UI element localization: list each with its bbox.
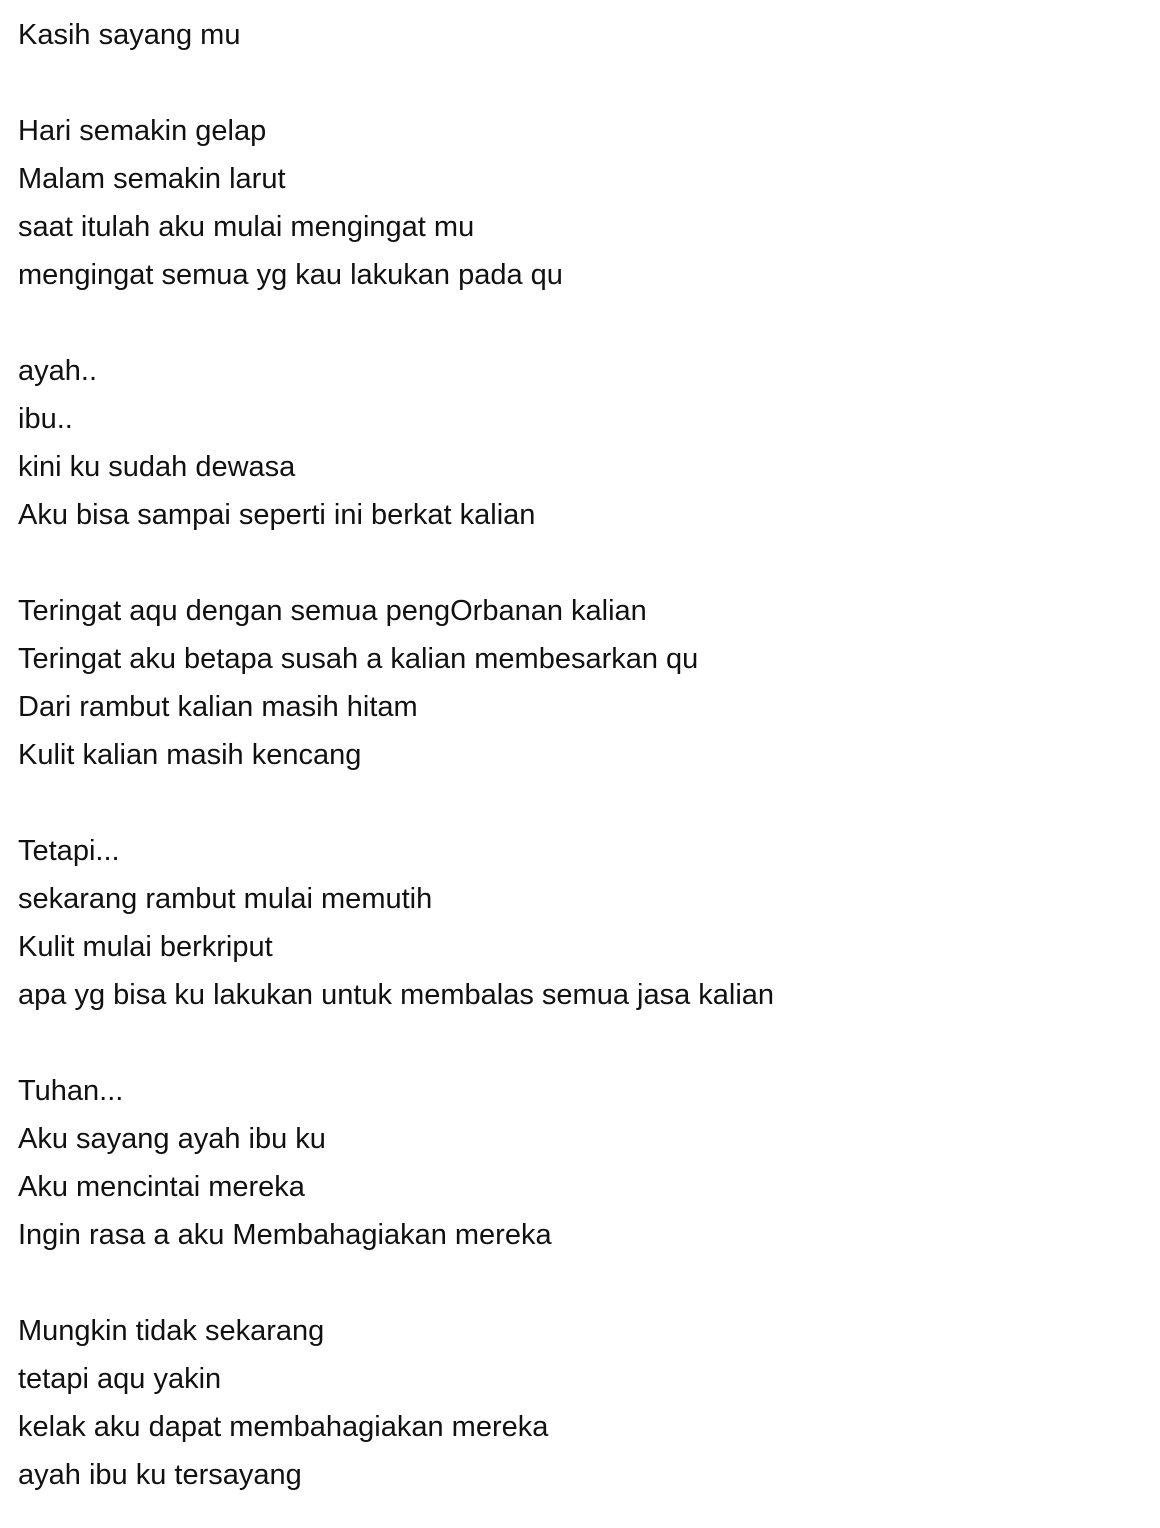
poem-line: Kulit mulai berkriput xyxy=(18,931,273,963)
poem-line: Aku mencintai mereka xyxy=(18,1171,305,1203)
poem-line: mengingat semua yg kau lakukan pada qu xyxy=(18,259,563,291)
poem-line: Tuhan... xyxy=(18,1075,124,1107)
poem-line: kini ku sudah dewasa xyxy=(18,451,296,483)
poem-line: Teringat aku betapa susah a kalian membesarkan qu xyxy=(18,643,699,675)
poem-body xyxy=(18,59,1148,1499)
poem-line xyxy=(18,299,1148,347)
poem-line: Tetapi... xyxy=(18,835,120,867)
poem-line: Dari rambut kalian masih hitam xyxy=(18,691,418,723)
poem-line: ibu.. xyxy=(18,403,73,435)
poem-line: Kulit kalian masih kencang xyxy=(18,739,362,771)
poem-document xyxy=(18,11,1148,1499)
poem-line: Hari semakin gelap xyxy=(18,115,267,147)
poem-line: sekarang rambut mulai memutih xyxy=(18,883,433,915)
poem-line xyxy=(18,59,1148,107)
poem-line: saat itulah aku mulai mengingat mu xyxy=(18,211,475,243)
poem-line: kelak aku dapat membahagiakan mereka xyxy=(18,1411,549,1443)
poem-line xyxy=(18,539,1148,587)
poem-line xyxy=(18,779,1148,827)
poem-line: Teringat aqu dengan semua pengOrbanan kalian xyxy=(18,595,647,627)
poem-line: apa yg bisa ku lakukan untuk membalas semua jasa kalian xyxy=(18,979,775,1011)
poem-line: Mungkin tidak sekarang xyxy=(18,1315,325,1347)
poem-line: Malam semakin larut xyxy=(18,163,286,195)
poem-line xyxy=(18,1019,1148,1067)
poem-line: tetapi aqu yakin xyxy=(18,1363,222,1395)
poem-line xyxy=(18,1259,1148,1307)
poem-line: Aku bisa sampai seperti ini berkat kalian xyxy=(18,499,536,531)
poem-line: ayah ibu ku tersayang xyxy=(18,1459,302,1491)
poem-line: Ingin rasa a aku Membahagiakan mereka xyxy=(18,1219,552,1251)
poem-title: Kasih sayang mu xyxy=(18,19,241,51)
poem-line: ayah.. xyxy=(18,355,97,387)
poem-line: Aku sayang ayah ibu ku xyxy=(18,1123,326,1155)
